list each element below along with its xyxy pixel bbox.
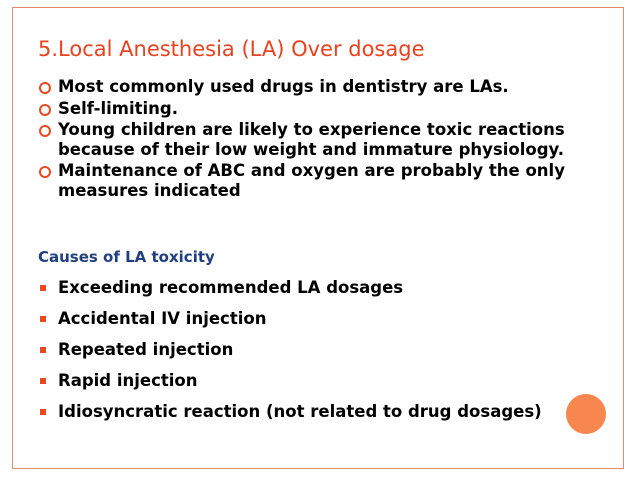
bullet-text: Self-limiting. <box>58 98 178 118</box>
orange-circle-decoration <box>566 394 606 434</box>
square-bullet-icon <box>40 378 46 384</box>
cause-item <box>38 309 583 340</box>
square-bullet-icon <box>40 285 46 291</box>
cause-item <box>38 371 583 402</box>
cause-item <box>38 340 583 371</box>
cause-text: Repeated injection <box>58 340 234 359</box>
bullet-text: Young children are likely to experience toxic reactions because of their low weight and immature physiology. <box>58 120 565 159</box>
ring-bullet-icon <box>39 104 51 116</box>
square-bullet-icon <box>40 347 46 353</box>
cause-text: Accidental IV injection <box>58 309 267 328</box>
causes-heading: Causes of LA toxicity <box>38 248 215 266</box>
cause-item <box>38 402 583 433</box>
cause-text: Exceeding recommended LA dosages <box>58 278 404 297</box>
square-bullet-icon <box>40 409 46 415</box>
slide-title: 5.Local Anesthesia (LA) Over dosage <box>38 37 425 61</box>
square-bullet-icon <box>40 316 46 322</box>
ring-bullet-icon <box>39 82 51 94</box>
bullet-item <box>38 99 583 119</box>
bullet-list <box>38 77 583 202</box>
bullet-item <box>38 120 583 159</box>
bullet-item <box>38 77 583 97</box>
bullet-text: Maintenance of ABC and oxygen are probably the only measures indicated <box>58 161 565 200</box>
ring-bullet-icon <box>39 125 51 137</box>
cause-text: Idiosyncratic reaction (not related to drug dosages) <box>58 402 542 421</box>
cause-text: Rapid injection <box>58 371 198 390</box>
bullet-text: Most commonly used drugs in dentistry are LAs. <box>58 77 509 96</box>
cause-item <box>38 278 583 309</box>
causes-list <box>38 278 583 433</box>
bullet-item <box>38 161 583 200</box>
ring-bullet-icon <box>39 166 51 178</box>
